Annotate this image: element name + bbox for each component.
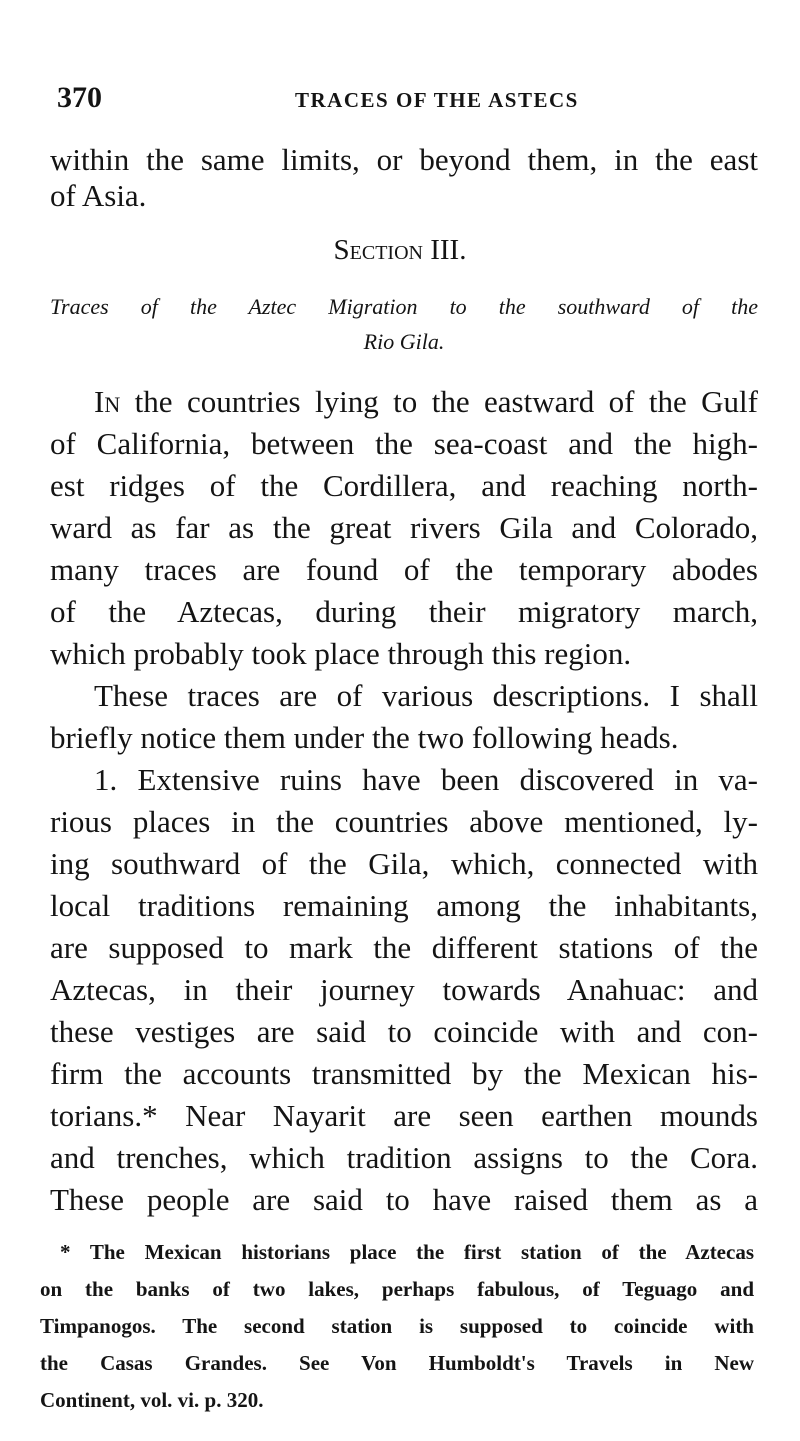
text-line: many traces are found of the temporary abodes <box>50 552 758 587</box>
footnote-line: Timpanogos. The second station is supposed to coincide with <box>40 1314 754 1338</box>
page-number: 370 <box>57 81 102 114</box>
text-line: rious places in the countries above mentioned, ly- <box>50 804 758 839</box>
text-line: ward as far as the great rivers Gila and Colorado, <box>50 510 758 545</box>
footnote-line: on the banks of two lakes, perhaps fabulous, of Teguago and <box>40 1277 754 1301</box>
text-line: are supposed to mark the different stations of the <box>50 930 758 965</box>
section-subtitle-line: Traces of the Aztec Migration to the southward of the <box>50 294 758 319</box>
running-head: TRACES OF THE ASTECS <box>295 88 579 112</box>
text-line: firm the accounts transmitted by the Mexican his- <box>50 1056 758 1091</box>
text-line: within the same limits, or beyond them, in the east <box>50 142 758 177</box>
text-line: est ridges of the Cordillera, and reaching north- <box>50 468 758 503</box>
text-line: 1. Extensive ruins have been discovered in va- <box>94 762 758 797</box>
text-line: these vestiges are said to coincide with and con- <box>50 1014 758 1049</box>
text-line: These people are said to have raised them as a <box>50 1182 758 1217</box>
paragraph-first-line <box>94 382 758 422</box>
section-subtitle-line: Rio Gila. <box>363 329 445 354</box>
page-header <box>50 78 750 118</box>
text-line: of California, between the sea-coast and the high- <box>50 426 758 461</box>
text-line: ing southward of the Gila, which, connected with <box>50 846 758 881</box>
section-heading-word: Section <box>333 234 423 266</box>
text-line: of Asia. <box>50 178 147 213</box>
text-line: torians.* Near Nayarit are seen earthen mounds <box>50 1098 758 1133</box>
text-line: local traditions remaining among the inhabitants, <box>50 888 758 923</box>
text-line: and trenches, which tradition assigns to the Cora. <box>50 1140 758 1175</box>
drop-word: In <box>94 384 121 419</box>
text-line: the countries lying to the eastward of the Gulf <box>134 384 758 419</box>
text-line: These traces are of various descriptions. I shall <box>94 678 758 713</box>
text-line: which probably took place through this region. <box>50 636 632 671</box>
text-line: Aztecas, in their journey towards Anahuac: and <box>50 972 758 1007</box>
footnote-line: * The Mexican historians place the first station of the Aztecas <box>60 1240 754 1264</box>
footnote-line: Continent, vol. vi. p. 320. <box>40 1388 264 1412</box>
text-line: briefly notice them under the two following heads. <box>50 720 679 755</box>
section-heading-numeral: III. <box>430 234 467 266</box>
text-line: of the Aztecas, during their migratory march, <box>50 594 758 629</box>
section-heading <box>0 230 800 270</box>
footnote-line: the Casas Grandes. See Von Humboldt's Travels in New <box>40 1351 754 1375</box>
